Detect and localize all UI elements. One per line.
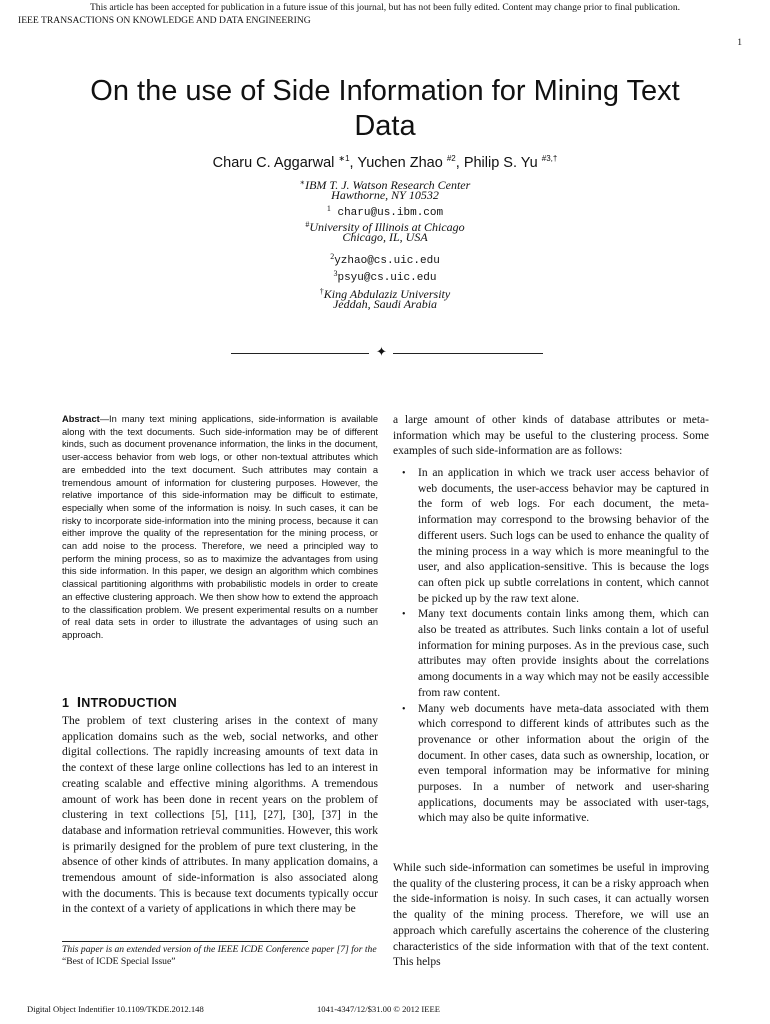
footnote-text: This paper is an extended version of the IEEE ICDE Conference paper [7] for the — [62, 944, 377, 955]
bullet-icon: • — [402, 703, 406, 715]
author-list — [0, 154, 770, 171]
email-2-mark: 2 — [330, 252, 335, 261]
author-separator: , — [455, 155, 464, 171]
author-separator: , — [349, 155, 358, 171]
title-line-2: Data — [354, 110, 416, 142]
abstract — [62, 413, 378, 642]
column-2-paragraph: While such side-information can sometimes be useful in improving the quality of the clustering process, it can be a risky approach when the side-information is noisy. In such cases, it can actually worsen the quality of the mining process. Therefore, we will use an approach which carefully ascertains the coherence of the clustering characteristics of the side information with that of the text content. This helps — [393, 862, 709, 969]
separator-diamond-icon: ✦ — [376, 344, 387, 359]
footnote-quote: “Best of ICDE Special Issue” — [62, 956, 176, 967]
affiliation-uic-mark: # — [305, 220, 310, 229]
list-item-text: In an application in which we track user access behavior of web documents, the user-access behavior may be captured in the form of web logs. For each document, the meta-information may correspond to the browsing behavior of the different users. Such logs can be used to enhance the quality of the mining process in a way which is more meaningful to the user, and also application-sensitive. This is because the logs can often pick up subtle correlations in content, which cannot be picked up by the raw text alone. — [418, 467, 709, 605]
bullet-icon: • — [402, 609, 406, 621]
affiliation-kau-name-text: King Abdulaziz University — [323, 287, 451, 301]
section-title-initial: I — [76, 694, 82, 711]
affiliation-kau-city: Jeddah, Saudi Arabia — [332, 297, 438, 311]
affiliation-ibm-mark: ∗ — [299, 178, 306, 187]
bullet-icon: • — [402, 468, 406, 479]
list-item-text: Many web documents have meta-data associated with them which correspond to different kinds of attributes such as the provenance or other information about the origin of the document. In other cases, data such as ownership, location, or even temporal information may be informative for mining purposes. In a number of network and user-sharing applications, documents may be associated with user-tags, which may also be quite informative. — [418, 702, 709, 825]
email-3-mark: 3 — [333, 269, 338, 278]
affiliation-uic-name-text: University of Illinois at Chicago — [309, 220, 465, 234]
section-heading-introduction — [62, 694, 177, 711]
email-2-text: yzhao@cs.uic.edu — [334, 255, 440, 267]
email-1-mark: 1 — [326, 204, 331, 213]
journal-name: IEEE TRANSACTIONS ON KNOWLEDGE AND DATA ENGINEERING — [18, 15, 311, 26]
email-3-text: psyu@cs.uic.edu — [337, 272, 437, 284]
list-item-text: Many text documents contain links among them, which can also be treated as attributes. Such links contain a lot of useful information for mining purposes. As in the previous case, such attributes may often provide insights about the correlations among documents in a way which may not be easily accessible from raw content. — [418, 608, 709, 699]
side-information-examples — [393, 466, 709, 827]
author-1-mark: ∗1 — [338, 154, 350, 163]
email-3 — [0, 267, 770, 285]
publication-notice: This article has been accepted for publication in a future issue of this journal, but has not been fully edited. Content may change prior to final publication. — [89, 2, 681, 13]
column-2-intro: a large amount of other kinds of database attributes or meta-information which may be useful to the clustering process. Some examples of such side-information are as follows: — [393, 414, 709, 458]
footer-issn: 1041-4347/12/$31.00 © 2012 IEEE — [317, 1004, 441, 1014]
affiliation-uic-city: Chicago, IL, USA — [342, 230, 428, 244]
separator-rule-right — [393, 353, 543, 354]
footnote — [62, 944, 378, 968]
email-2 — [0, 250, 770, 268]
page-number: 1 — [737, 37, 742, 48]
abstract-label: Abstract — [62, 414, 100, 424]
author-3-mark: #3,† — [541, 154, 558, 163]
title-line-1: On the use of Side Information for Mining Text — [90, 75, 680, 107]
email-1-text: charu@us.ibm.com — [337, 207, 444, 219]
section-number: 1 — [62, 696, 70, 710]
list-item — [393, 607, 709, 701]
paper-title — [60, 74, 710, 144]
list-item — [393, 466, 709, 607]
separator-rule-left — [231, 353, 369, 354]
affiliation-ibm-name-text: IBM T. J. Watson Research Center — [305, 178, 471, 192]
author-2: Yuchen Zhao — [357, 155, 443, 171]
author-3: Philip S. Yu — [463, 155, 538, 171]
footnote-rule — [62, 941, 308, 942]
footer-doi: Digital Object Indentifier 10.1109/TKDE.2012.148 — [27, 1004, 204, 1014]
author-1: Charu C. Aggarwal — [212, 155, 335, 171]
abstract-text: —In many text mining applications, side-information is available along with the text documents. Such side-information may be of different kinds, such as document provenance information, the links in the document, user-access behavior from web logs, or other non-textual attributes which are embedded into the text document. Such attributes may contain a tremendous amount of information for clustering purposes. However, the relative importance of this side-information may be difficult to estimate, especially when some of the information is noisy. In such cases, it can be risky to incorporate side-information into the mining process, because it can either improve the quality of the representation for the mining process, or can add noise to the process. Therefore, we need a principled way to perform the mining process, so as to maximize the advantages from using this side information. In this paper, we design an algorithm which combines classical partitioning algorithms with probabilistic models in order to create an effective clustering approach. We then show how to extend the approach to the classification problem. We present experimental results on a number of real data sets in order to illustrate the advantages of using such an approach. — [62, 414, 378, 640]
author-2-mark: #2 — [446, 154, 456, 163]
list-item — [393, 702, 709, 828]
introduction-paragraph: The problem of text clustering arises in the context of many application domains such as the web, social networks, and other digital collections. The rapidly increasing amounts of text data in the context of these large online collections has led to an interest in creating scalable and effective mining algorithms. A tremendous amount of work has been done in recent years on the problem of clustering in text collections [5], [11], [27], [30], [37] in the database and information retrieval communities. However, this work is primarily designed for the problem of pure text clustering, in the absence of other kinds of attributes. In many application domains, a tremendous amount of side-information is also associated along with the documents. This is because text documents typically occur in the context of a variety of applications in which there may be — [62, 715, 379, 916]
affiliation-ibm-city: Hawthorne, NY 10532 — [331, 188, 439, 202]
affiliation-kau-mark: † — [319, 287, 324, 296]
section-title-rest: NTRODUCTION — [81, 696, 177, 710]
